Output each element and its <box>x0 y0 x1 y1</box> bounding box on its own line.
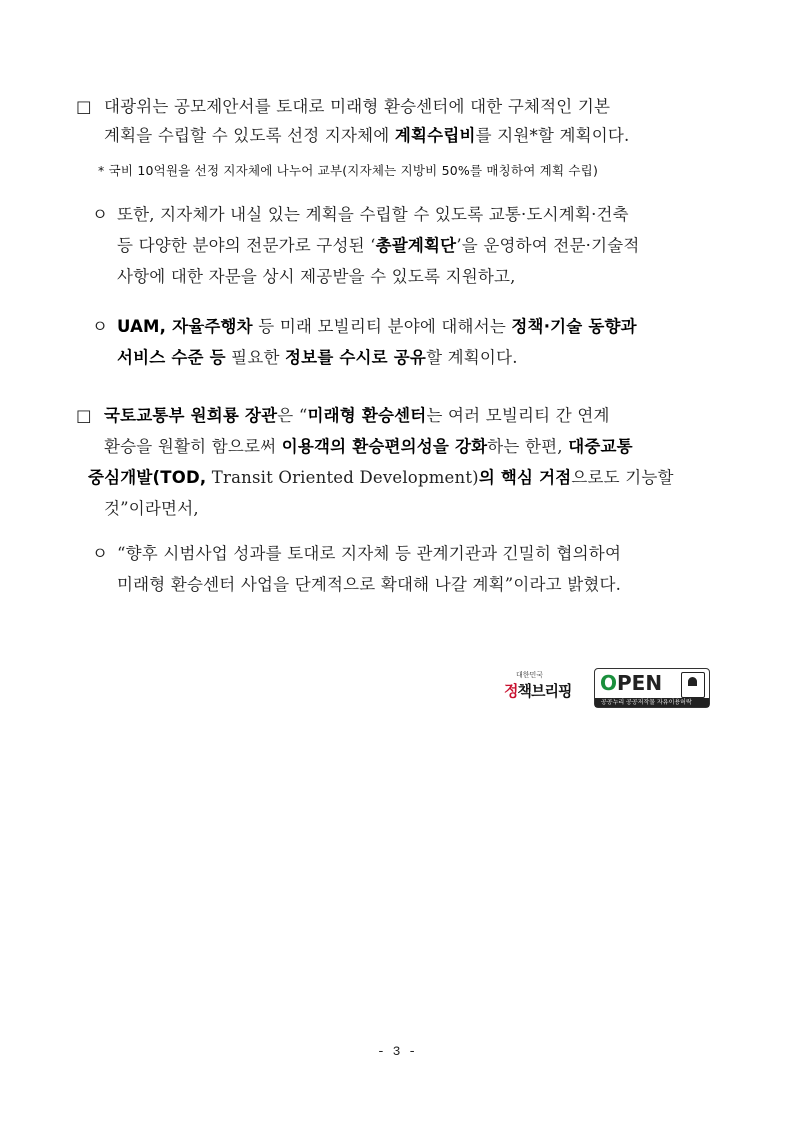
circle-bullet: ㅇ <box>92 317 109 336</box>
kogl-open-license-logo: OPEN 공공누리 공공저작물 자유이용허락 <box>594 668 710 708</box>
text-line: “향후 시범사업 성과를 토대로 지자체 등 관계기관과 긴밀히 협의하여 <box>117 544 622 563</box>
text-line: 대광위는 공모제안서를 토대로 미래형 환승센터에 대한 구체적인 기본 <box>104 97 611 116</box>
text-line: 미래형 환승센터 사업을 단계적으로 확대해 나갈 계획”이라고 밝혔다. <box>117 575 622 594</box>
bold-text: 계획수립비 <box>394 126 476 145</box>
text-line: 계획을 수립할 수 있도록 선정 지자체에 계획수립비를 지원*할 계획이다. <box>104 126 630 145</box>
text-line: 서비스 수준 등 필요한 정보를 수시로 공유할 계획이다. <box>117 348 518 367</box>
text-line: UAM, 자율주행차 등 미래 모빌리티 분야에 대해서는 정책·기술 동향과 <box>117 317 637 336</box>
page-number: - 3 - <box>376 1044 416 1059</box>
bold-text: 총괄계획단 <box>375 236 457 255</box>
text-line: 것”이라면서, <box>104 499 199 518</box>
text-line: 환승을 원활히 함으로써 이용객의 환승편의성을 강화하는 한편, 대중교통 <box>104 437 633 456</box>
circle-bullet: ㅇ <box>92 205 109 224</box>
square-bullet: □ <box>76 97 92 116</box>
text-line: 등 다양한 분야의 전문가로 구성된 ‘총괄계획단’을 운영하여 전문·기술적 <box>117 236 640 255</box>
attribution-icon <box>681 672 705 698</box>
korea-policy-briefing-logo: 대한민국 정책브리핑 <box>504 671 572 700</box>
logo-group <box>504 666 710 710</box>
footnote: * 국비 10억원을 선정 지자체에 나누어 교부(지자체는 지방비 50%를 매칭하여 계획 수립) <box>98 163 599 178</box>
text-line: 사항에 대한 자문을 상시 제공받을 수 있도록 지원하고, <box>117 267 516 286</box>
circle-bullet: ㅇ <box>92 544 109 563</box>
text-line: 또한, 지자체가 내실 있는 계획을 수립할 수 있도록 교통·도시계획·건축 <box>117 205 629 224</box>
text-line: 국토교통부 원희룡 장관은 “미래형 환승센터는 여러 모빌리티 간 연계 <box>104 406 610 425</box>
square-bullet: □ <box>76 406 92 425</box>
text-line: 중심개발(TOD, Transit Oriented Development)의 핵심 거점으로도 기능할 <box>88 468 674 487</box>
